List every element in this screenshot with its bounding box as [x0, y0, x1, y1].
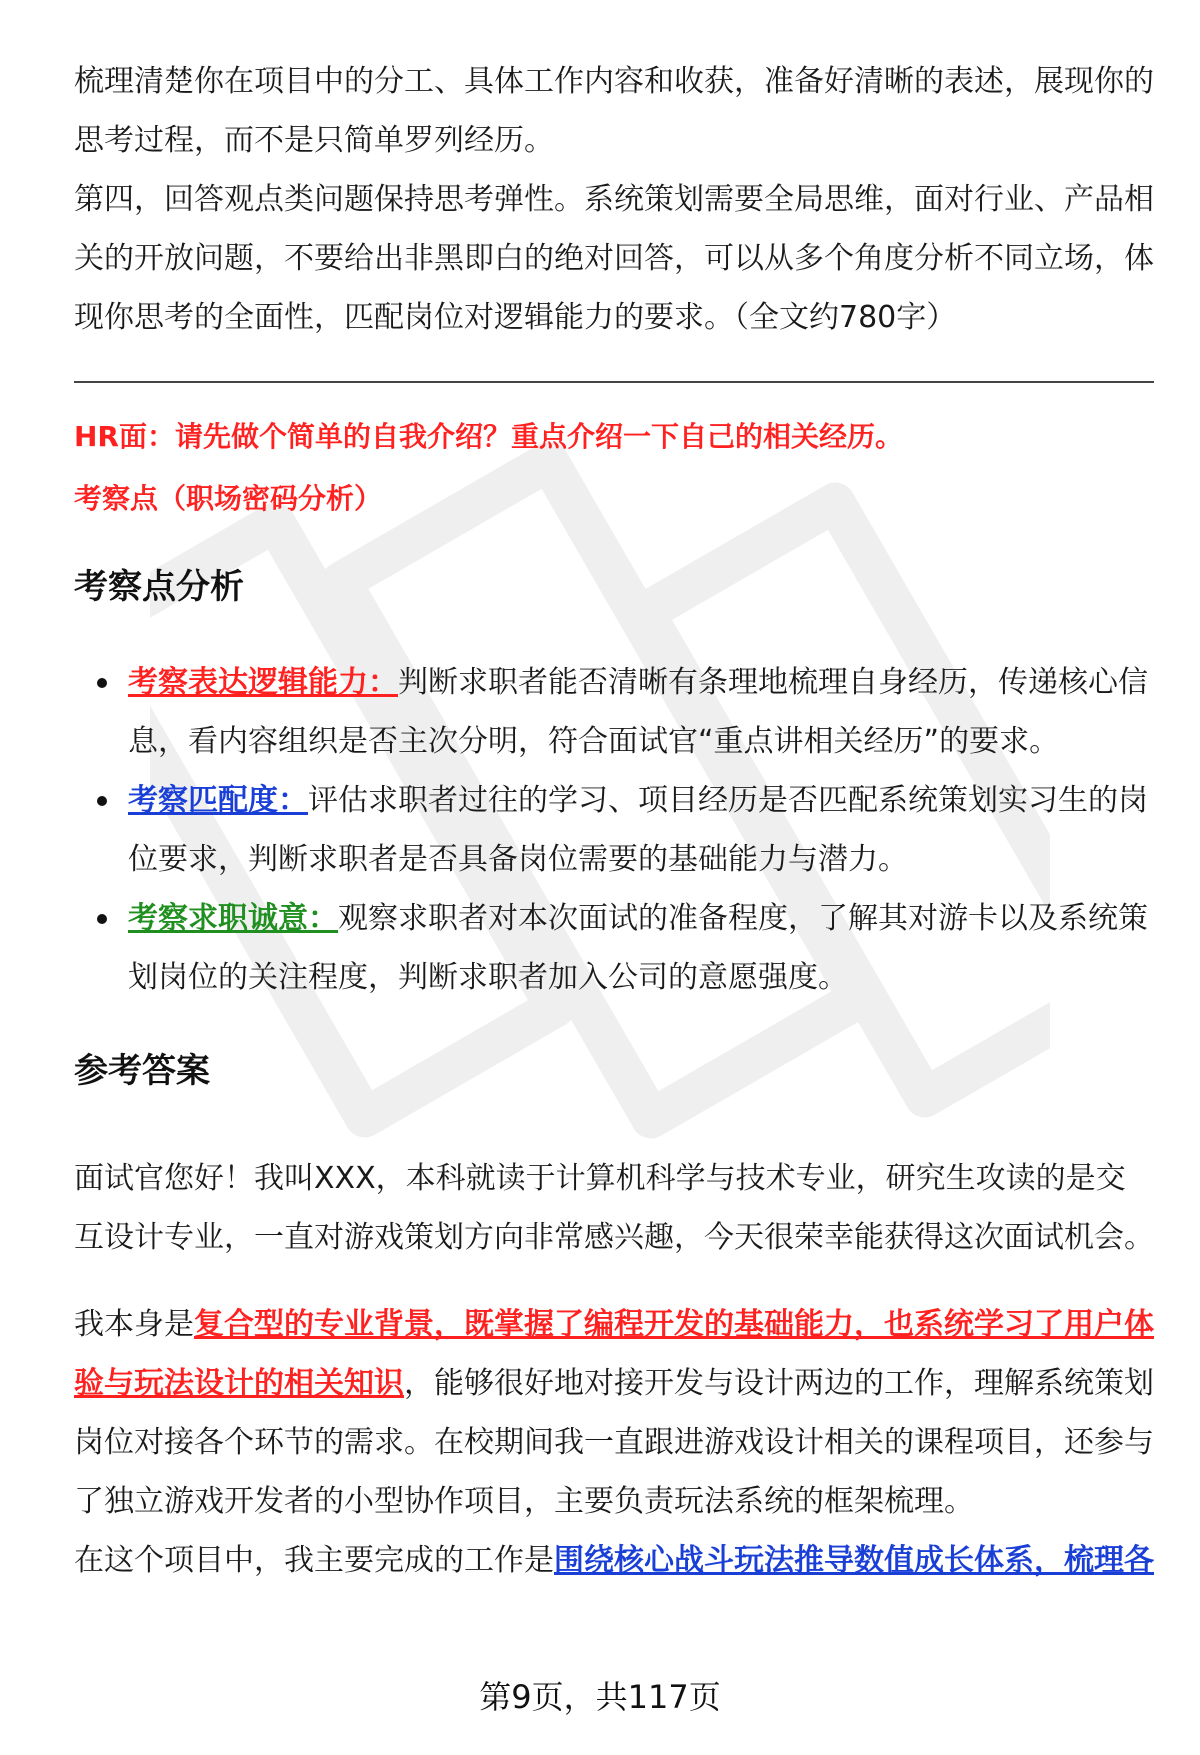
interview-question: HR面：请先做个简单的自我介绍？重点介绍一下自己的相关经历。: [74, 420, 903, 453]
analysis-point-key: 考察匹配度：: [128, 783, 308, 818]
section-divider: [74, 381, 1154, 383]
bullet-icon: [97, 678, 107, 688]
intro-paragraph-2: 第四，回答观点类问题保持思考弹性。系统策划需要全局思维，面对行业、产品相关的开放问题，不要给出非黑即白的绝对回答，可以从多个角度分析不同立场，体现你思考的全面性，匹配岗位对逻辑能力的要求。（全文约780字）: [74, 182, 1154, 335]
bullet-icon: [97, 796, 107, 806]
intro-paragraph-1: 梳理清楚你在项目中的分工、具体工作内容和收获，准备好清晰的表述，展现你的思考过程，而不是只简单罗列经历。: [74, 64, 1154, 158]
bullet-icon: [97, 914, 107, 924]
answer-p3-highlight: 围绕核心战斗玩法推导数值成长体系，梳理各: [554, 1543, 1154, 1578]
answer-p3-prefix: 在这个项目中，我主要完成的工作是: [74, 1543, 554, 1578]
analysis-list: [74, 653, 1154, 1007]
analysis-heading: 考察点分析: [74, 567, 244, 607]
answer-p2-highlight: 复合型的专业背景，既掌握了编程开发的基础能力，也系统学习了用户体验与玩法设计的相关知识: [74, 1307, 1154, 1401]
page-content: [74, 52, 1154, 1590]
answer-heading: 参考答案: [74, 1051, 210, 1091]
question-subtitle: 考察点（职场密码分析）: [74, 482, 383, 515]
analysis-point-key: 考察表达逻辑能力：: [128, 665, 398, 700]
answer-paragraph-2: [74, 1295, 1154, 1531]
page-number: 第9页，共117页: [479, 1678, 721, 1716]
answer-p2-rest: ，能够很好地对接开发与设计两边的工作，理解系统策划岗位对接各个环节的需求。在校期间我一直跟进游戏设计相关的课程项目，还参与了独立游戏开发者的小型协作项目，主要负责玩法系统的框架梳理。: [74, 1366, 1154, 1519]
analysis-point: [128, 653, 1154, 771]
analysis-point-text: 判断求职者能否清晰有条理地梳理自身经历，传递核心信息，看内容组织是否主次分明，符合面试官“重点讲相关经历”的要求。: [128, 665, 1148, 759]
analysis-point-key: 考察求职诚意：: [128, 901, 338, 936]
answer-paragraph-3: [74, 1531, 1154, 1590]
answer-p2-prefix: 我本身是: [74, 1307, 194, 1342]
analysis-point: [128, 771, 1154, 889]
analysis-point-text: 观察求职者对本次面试的准备程度，了解其对游卡以及系统策划岗位的关注程度，判断求职者加入公司的意愿强度。: [128, 901, 1148, 995]
answer-paragraph-1: 面试官您好！我叫XXX，本科就读于计算机科学与技术专业，研究生攻读的是交互设计专业，一直对游戏策划方向非常感兴趣，今天很荣幸能获得这次面试机会。: [74, 1161, 1154, 1255]
analysis-point-text: 评估求职者过往的学习、项目经历是否匹配系统策划实习生的岗位要求，判断求职者是否具备岗位需要的基础能力与潜力。: [128, 783, 1148, 877]
analysis-point: [128, 889, 1154, 1007]
